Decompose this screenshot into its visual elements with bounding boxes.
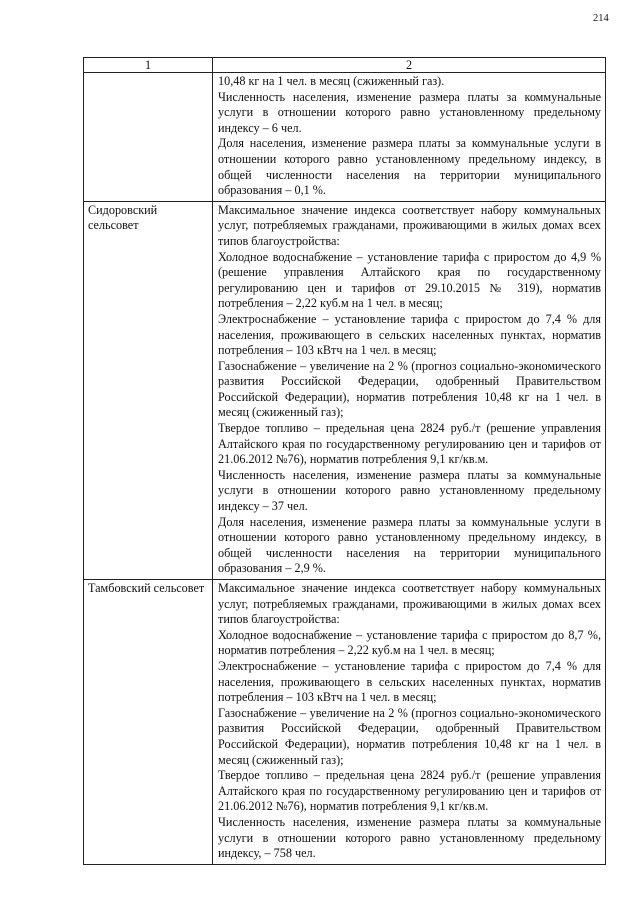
paragraph: Численность населения, изменение размера платы за коммунальные услуги в отношении которого равно установленному предельному индексу, – 758 чел. [218, 814, 601, 861]
table-row [84, 580, 606, 865]
column-header: 1 [84, 58, 213, 73]
paragraph: Газоснабжение – увеличение на 2 % (прогноз социально-экономического развития Российской Федерации, одобренный Правительством Российской Федерации), норматив потребления 10,48 кг на 1 чел. в месяц (сжиженный газ); [218, 358, 601, 420]
description-cell [213, 73, 606, 202]
column-header: 2 [213, 58, 606, 73]
paragraph: Холодное водоснабжение – установление тарифа с приростом до 8,7 %, норматив потребления – 2,22 куб.м на 1 чел. в месяц; [218, 627, 601, 658]
paragraph: Численность населения, изменение размера платы за коммунальные услуги в отношении которого равно установленному предельному индексу – 37 чел. [218, 467, 601, 514]
municipality-name: Сидоровский сельсовет [84, 201, 213, 579]
paragraph: Твердое топливо – предельная цена 2824 руб./т (решение управления Алтайского края по государственному регулированию цен и тарифов от 21.06.2012 №76), норматив потребления 9,1 кг/кв.м. [218, 768, 601, 814]
municipality-index-table [83, 57, 606, 865]
page-number: 214 [593, 13, 609, 24]
paragraph: Доля населения, изменение размера платы за коммунальные услуги в отношении которого равно установленному предельному индексу, в общей численности населения на территории муниципального образования – 2,9 %. [218, 514, 601, 576]
table-header-row [84, 58, 606, 73]
paragraph: Численность населения, изменение размера платы за коммунальные услуги в отношении которого равно установленному предельному индексу – 6 чел. [218, 89, 601, 135]
description-cell [213, 580, 606, 865]
paragraph: Твердое топливо – предельная цена 2824 руб./т (решение управления Алтайского края по государственному регулированию цен и тарифов от 21.06.2012 №76), норматив потребления 9,1 кг/кв.м. [218, 421, 601, 467]
paragraph: Максимальное значение индекса соответствует набору коммунальных услуг, потребляемых гражданами, проживающими в жилых домах всех типов благоустройства: [218, 581, 601, 627]
description-cell [213, 201, 606, 579]
paragraph: Максимальное значение индекса соответствует набору коммунальных услуг, потребляемых гражданами, проживающими в жилых домах всех типов благоустройства: [218, 202, 601, 248]
paragraph: Газоснабжение – увеличение на 2 % (прогноз социально-экономического развития Российской Федерации, одобренный Правительством Российской Федерации), норматив потребления 10,48 кг на 1 чел. в месяц (сжиженный газ); [218, 705, 601, 767]
paragraph: 10,48 кг на 1 чел. в месяц (сжиженный газ). [218, 74, 445, 88]
paragraph: Электроснабжение – установление тарифа с приростом до 7,4 % для населения, проживающего в сельских населенных пунктах, норматив потребления – 103 кВтч на 1 чел. в месяц; [218, 658, 601, 705]
paragraph: Доля населения, изменение размера платы за коммунальные услуги в отношении которого равно установленному предельному индексу, в общей численности населения на территории муниципального образования – 0,1 %. [218, 136, 601, 198]
municipality-name: Тамбовский сельсовет [84, 580, 213, 865]
table-row [84, 201, 606, 579]
paragraph: Электроснабжение – установление тарифа с приростом до 7,4 % для населения, проживающего в сельских населенных пунктах, норматив потребления – 103 кВтч на 1 чел. в месяц; [218, 311, 601, 358]
table-row [84, 73, 606, 202]
municipality-name [84, 73, 213, 202]
paragraph: Холодное водоснабжение – установление тарифа с приростом до 4,9 % (решение управления Алтайского края по государственному регулированию цен и тарифов от 29.10.2015 № 319), норматив потребления – 2,22 куб.м на 1 чел. в месяц; [218, 249, 601, 311]
